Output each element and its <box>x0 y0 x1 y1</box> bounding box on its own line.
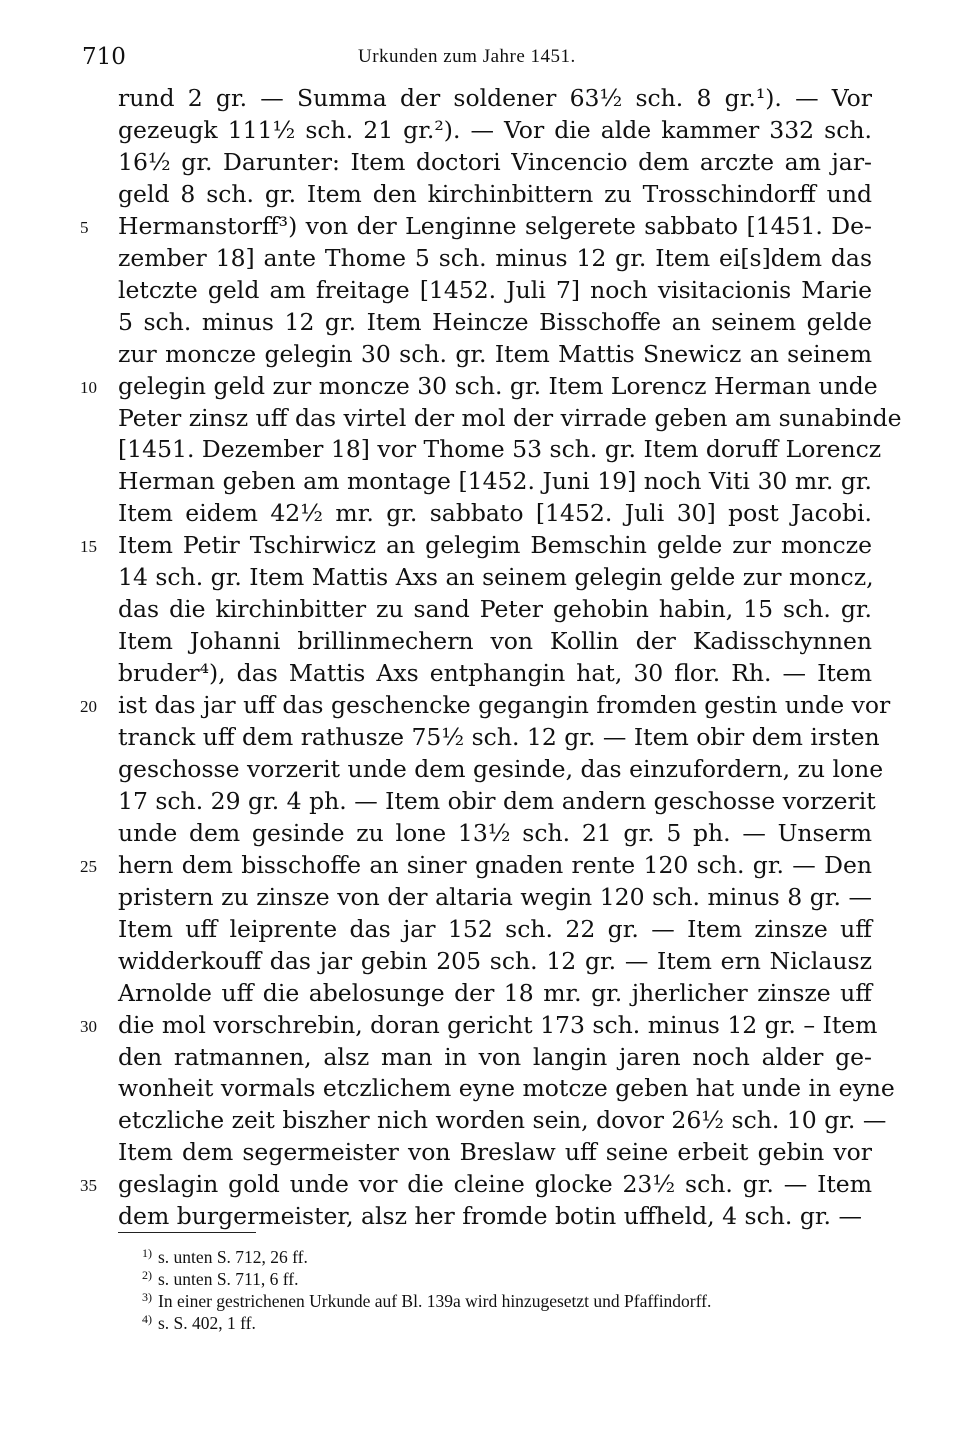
text-line: unde dem gesinde zu lone 13½ sch. 21 gr. 5 ph. — Unserm <box>118 818 872 847</box>
text-line: Peter zinsz uff das virtel der mol der virrade geben am sunabinde <box>118 403 902 432</box>
text-line: Item Johanni brillinmechern von Kollin der Kadisschynnen <box>118 627 872 656</box>
text-line: das die kirchinbitter zu sand Peter gehobin habin, 15 sch. gr. <box>118 595 872 624</box>
footnote-divider <box>118 1232 256 1233</box>
line-number: 10 <box>80 377 97 397</box>
text-line: Item dem segermeister von Breslaw uff seine erbeit gebin vor <box>118 1138 872 1167</box>
text-line: 17 sch. 29 gr. 4 ph. — Item obir dem andern geschosse vorzerit <box>118 786 876 815</box>
footnote-4: $^{4)}$ s. S. 402, 1 ff. <box>142 1312 256 1333</box>
text-line: Item Petir Tschirwicz an gelegim Bemschin gelde zur moncze <box>118 531 872 560</box>
footnote-2: $^{2)}$ s. unten S. 711, 6 ff. <box>142 1268 299 1289</box>
line-number: 30 <box>80 1016 97 1036</box>
text-line: tranck uff dem rathusze 75½ sch. 12 gr. — Item obir dem irsten <box>118 723 880 751</box>
text-line: dem burgermeister, alsz her fromde botin uffheld, 4 sch. gr. — <box>118 1202 862 1231</box>
text-line: ist das jar uff das geschencke gegangin fromden gestin unde vor <box>118 691 891 720</box>
text-line: letczte geld am freitage [1452. Juli 7] noch visitacionis Marie <box>118 275 872 304</box>
text-line: geslagin gold unde vor die cleine glocke 23½ sch. gr. — Item <box>118 1170 872 1199</box>
text-line: Item eidem 42½ mr. gr. sabbato [1452. Juli 30] post Jacobi. <box>118 499 872 528</box>
page-number: 710 <box>82 44 126 70</box>
text-line: Item uff leiprente das jar 152 sch. 22 gr. — Item zinsze uff <box>118 914 872 943</box>
text-line: Herman geben am montage [1452. Juni 19] noch Viti 30 mr. gr. <box>118 467 872 496</box>
text-line: gezeugk 111½ sch. 21 gr.²). — Vor die alde kammer 332 sch. <box>118 115 872 144</box>
line-number: 5 <box>80 217 89 237</box>
text-line: die mol vorschrebin, doran gericht 173 sch. minus 12 gr. – Item <box>118 1010 878 1039</box>
text-line: Hermanstorff³) von der Lenginne selgerete sabbato [1451. De- <box>118 211 872 240</box>
text-line: 5 sch. minus 12 gr. Item Heincze Bisschoffe an seinem gelde <box>118 307 872 336</box>
text-line: hern dem bisschoffe an siner gnaden rente 120 sch. gr. — Den <box>118 850 872 879</box>
text-line: [1451. Dezember 18] vor Thome 53 sch. gr. Item doruff Lorencz <box>118 435 882 464</box>
running-title: Urkunden zum Jahre 1451. <box>358 46 576 67</box>
footnote-3: $^{3)}$ In einer gestrichenen Urkunde auf Bl. 139a wird hinzugesetzt und Pfaffindorff. <box>142 1290 712 1311</box>
line-number: 35 <box>80 1176 97 1196</box>
line-number: 15 <box>80 537 97 557</box>
text-line: 14 sch. gr. Item Mattis Axs an seinem gelegin gelde zur moncz, <box>118 563 874 592</box>
text-line: Arnolde uff die abelosunge der 18 mr. gr. jherlicher zinsze uff <box>118 978 872 1007</box>
text-line: etczliche zeit biszher nich worden sein, dovor 26½ sch. 10 gr. — <box>118 1106 887 1135</box>
text-line: den ratmannen, alsz man in von langin jaren noch alder ge- <box>118 1042 872 1071</box>
text-line: wonheit vormals etczlichem eyne motcze geben hat unde in eyne <box>118 1074 895 1103</box>
text-line: widderkouff das jar gebin 205 sch. 12 gr. — Item ern Niclausz <box>118 946 872 975</box>
footnote-1: $^{1)}$ s. unten S. 712, 26 ff. <box>142 1246 308 1267</box>
text-line: bruder⁴), das Mattis Axs entphangin hat, 30 flor. Rh. — Item <box>118 659 872 688</box>
text-line: zember 18] ante Thome 5 sch. minus 12 gr. Item ei[s]dem das <box>118 243 872 272</box>
text-line: zur moncze gelegin 30 sch. gr. Item Mattis Snewicz an seinem <box>118 339 872 368</box>
text-line: geld 8 sch. gr. Item den kirchinbittern zu Trosschindorff und <box>118 179 872 208</box>
text-line: gelegin geld zur moncze 30 sch. gr. Item Lorencz Herman unde <box>118 371 878 400</box>
text-line: 16½ gr. Darunter: Item doctori Vincencio dem arczte am jar- <box>118 147 872 176</box>
text-line: geschosse vorzerit unde dem gesinde, das einzufordern, zu lone <box>118 754 884 783</box>
text-line: pristern zu zinsze von der altaria wegin 120 sch. minus 8 gr. — <box>118 882 872 911</box>
line-number: 25 <box>80 856 97 876</box>
text-line: rund 2 gr. — Summa der soldener 63½ sch. 8 gr.¹). — Vor <box>118 84 872 112</box>
line-number: 20 <box>80 697 97 717</box>
